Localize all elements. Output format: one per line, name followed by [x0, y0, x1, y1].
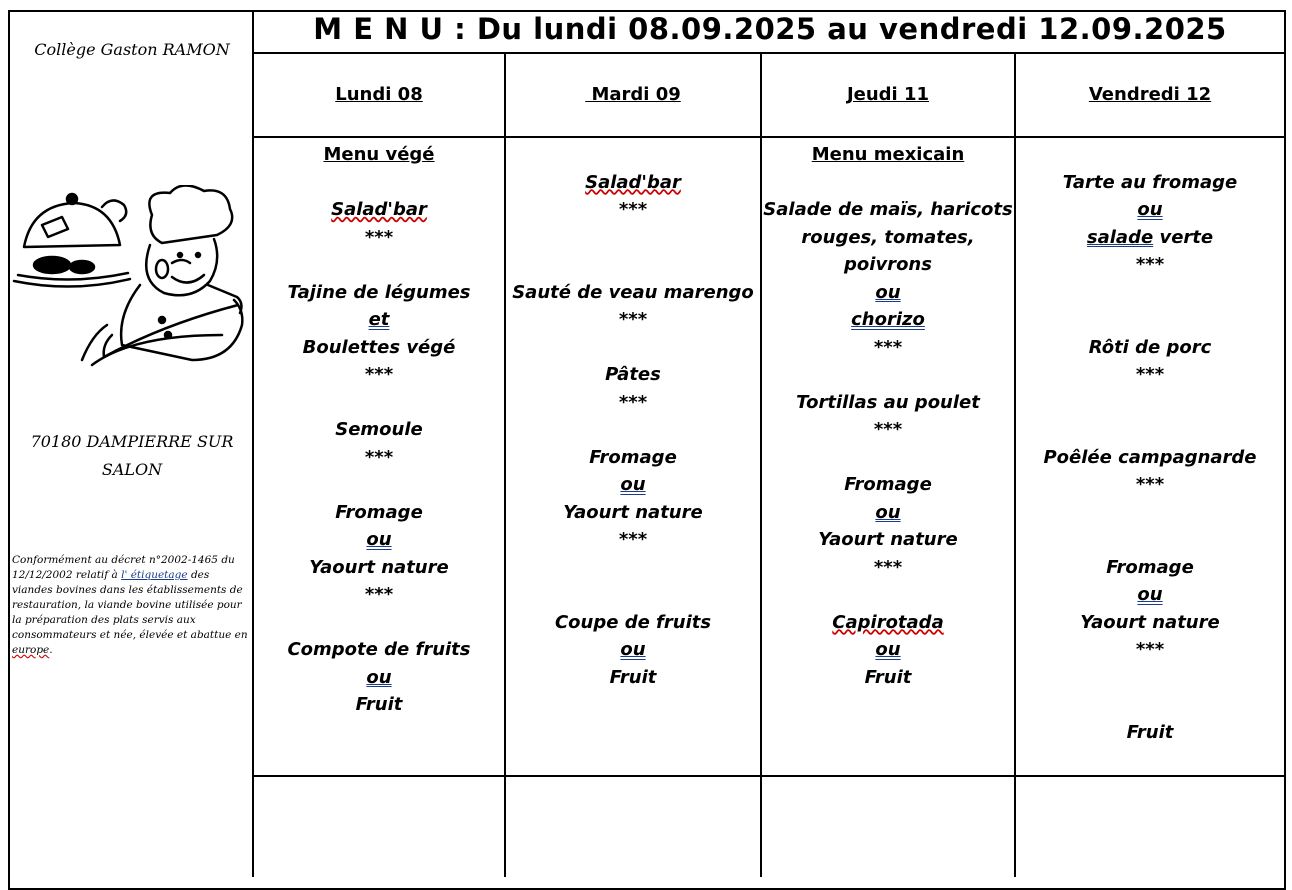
menu-line: Fromage [335, 501, 423, 523]
menu-line: rouges, tomates, [801, 226, 975, 248]
spacer [1016, 389, 1284, 417]
page-title: M E N U : Du lundi 08.09.2025 au vendredi 12.09.2025 [313, 12, 1227, 46]
menu-line: Poêlée campagnarde [1043, 446, 1257, 468]
menu-line-part: salade [1086, 226, 1154, 248]
menu-line: *** [618, 391, 648, 413]
menu-line: *** [1135, 364, 1165, 385]
notice-text: . [49, 644, 53, 656]
menu-line: *** [873, 336, 903, 358]
spacer [506, 224, 760, 252]
menu-line: ou [620, 639, 646, 660]
address-line: 70180 DAMPIERRE SUR [30, 432, 234, 451]
spacer [506, 334, 760, 362]
spacer [1016, 499, 1284, 527]
menu-line: Fruit [609, 666, 657, 688]
menu-line: *** [364, 226, 394, 248]
menu-line: ou [366, 529, 392, 550]
menu-line: *** [364, 584, 394, 605]
spacer [1016, 664, 1284, 692]
spacer [254, 609, 504, 637]
notice-text: des viandes bovines dans les établissements de restauration, la viande bovine utilisée pour la préparation des plats servis aux consommateurs et née, élevée et abattue en [12, 569, 248, 641]
menu-line: poivrons [844, 254, 932, 275]
spacer [254, 471, 504, 499]
menu-line: *** [1135, 639, 1165, 660]
menu-line: *** [364, 364, 394, 385]
menu-line: Menu mexicain [811, 144, 965, 165]
menu-line: ou [620, 474, 646, 495]
menu-line: Coupe de fruits [554, 611, 712, 633]
menu-line: Fruit [1126, 721, 1174, 743]
spacer [1016, 141, 1284, 169]
menu-line: ou [1137, 199, 1163, 220]
divider [252, 136, 1286, 138]
beef-origin-notice [12, 553, 250, 658]
menu-line: Tortillas au poulet [796, 391, 980, 413]
menu-line: Yaourt nature [818, 529, 958, 550]
spacer [1016, 306, 1284, 334]
chef-illustration [12, 185, 247, 370]
day-header-lundi: Lundi 08 [335, 84, 423, 105]
notice-link: l' étiquetage [121, 569, 188, 581]
menu-line: Salade de maïs, haricots [763, 199, 1013, 220]
menu-line: ou [1137, 584, 1163, 605]
menu-line: ou [875, 501, 901, 523]
spacer [1016, 279, 1284, 307]
menu-line: *** [618, 529, 648, 550]
menu-line: ou [875, 639, 901, 660]
spacer [1016, 691, 1284, 719]
menu-line: Yaourt nature [563, 501, 703, 523]
spacer [506, 141, 760, 169]
menu-line: Fromage [589, 446, 677, 468]
menu-line: chorizo [851, 309, 925, 330]
menu-line-part: verte [1153, 226, 1214, 248]
menu-line: Fromage [844, 474, 932, 495]
menu-line: *** [1135, 474, 1165, 495]
notice-text: europe [12, 644, 50, 656]
day-header-jeudi: Jeudi 11 [846, 84, 930, 105]
spacer [254, 169, 504, 197]
spacer [254, 389, 504, 417]
menu-line: ou [875, 281, 901, 303]
menu-line [1016, 224, 1284, 252]
menu-line: Boulettes végé [302, 336, 456, 358]
spacer [506, 416, 760, 444]
menu-column-lundi [254, 141, 504, 719]
menu-line: Fruit [355, 694, 403, 715]
menu-column-mardi [506, 141, 760, 691]
divider [252, 775, 1286, 777]
spacer [762, 444, 1014, 472]
spacer [762, 169, 1014, 197]
notice-text: Conformément au décret n°2002-1465 du 12/12/2002 relatif à [12, 554, 235, 581]
menu-line: Yaourt nature [309, 556, 449, 578]
spacer [506, 554, 760, 582]
spacer [254, 251, 504, 279]
menu-line: *** [618, 309, 648, 330]
menu-line: Menu végé [323, 144, 435, 165]
menu-line: Fromage [1106, 556, 1194, 578]
menu-line: Fruit [864, 666, 912, 688]
spacer [1016, 416, 1284, 444]
menu-column-jeudi [762, 141, 1014, 691]
menu-line: Salad'bar [585, 171, 681, 193]
school-address [10, 428, 254, 484]
menu-line: *** [873, 556, 903, 578]
spacer [762, 361, 1014, 389]
school-name: Collège Gaston RAMON [34, 40, 230, 59]
menu-line: et [368, 309, 390, 330]
menu-line: Capirotada [832, 611, 944, 633]
day-header-mardi: Mardi 09 [585, 84, 681, 105]
address-line: SALON [101, 460, 163, 479]
menu-line: Semoule [335, 419, 423, 440]
menu-line: *** [873, 419, 903, 440]
menu-line: Rôti de porc [1088, 336, 1212, 358]
menu-line: Salad'bar [331, 199, 427, 220]
menu-line: Pâtes [605, 364, 661, 385]
menu-line: *** [618, 199, 648, 220]
menu-line: Sauté de veau marengo [512, 281, 754, 303]
spacer [506, 581, 760, 609]
menu-line: Compote de fruits [287, 639, 471, 660]
menu-line: *** [1135, 254, 1165, 275]
spacer [762, 581, 1014, 609]
menu-line: Tarte au fromage [1062, 171, 1238, 193]
menu-line: Yaourt nature [1080, 611, 1220, 633]
menu-line: ou [366, 666, 392, 688]
day-header-vendredi: Vendredi 12 [1088, 84, 1212, 105]
menu-line: *** [364, 446, 394, 468]
menu-line: Tajine de légumes [287, 281, 471, 303]
spacer [506, 251, 760, 279]
menu-column-vendredi [1016, 141, 1284, 746]
spacer [1016, 526, 1284, 554]
